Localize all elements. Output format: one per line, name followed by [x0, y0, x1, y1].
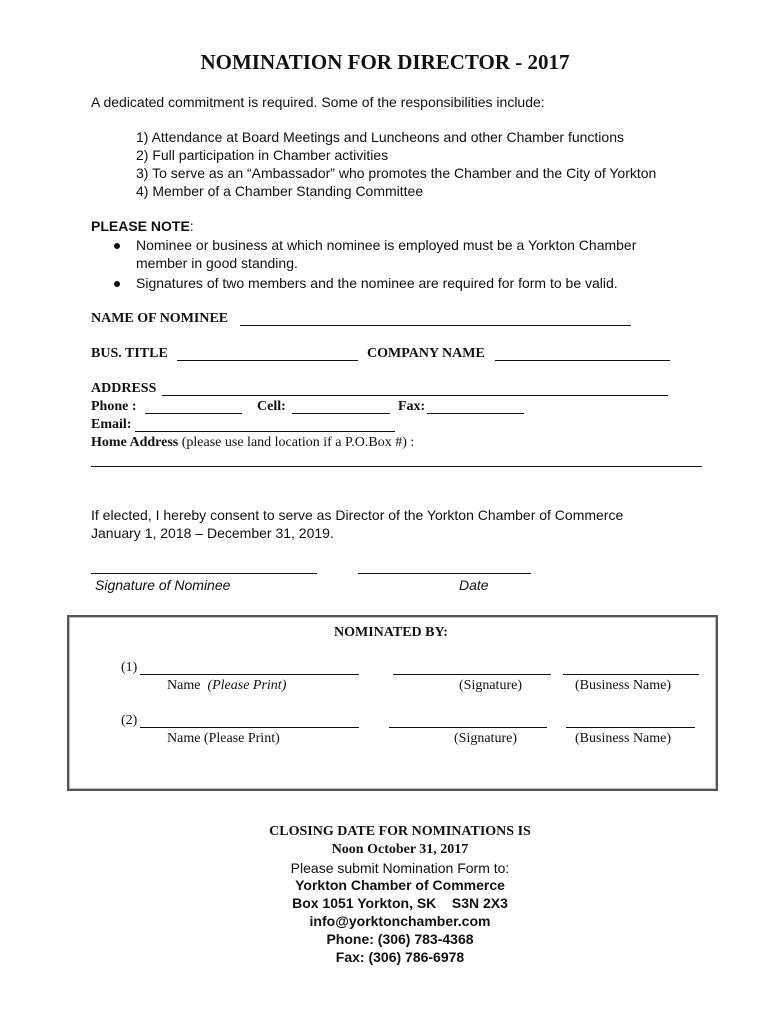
bullet-icon [114, 243, 120, 249]
please-note [91, 218, 194, 234]
nominator-2-business-label: (Business Name) [575, 731, 672, 746]
please-note-colon: : [189, 218, 194, 234]
nominated-by-heading: NOMINATED BY: [334, 625, 448, 640]
nominator-1-signature-field[interactable] [393, 674, 551, 675]
signature-of-nominee-label: Signature of Nominee [95, 577, 231, 593]
cell-label: Cell: [257, 399, 286, 414]
nominee-signature-field[interactable] [91, 573, 317, 574]
nominator-1-number: (1) [121, 660, 138, 675]
organization-name: Yorkton Chamber of Commerce [295, 877, 505, 893]
page-title: NOMINATION FOR DIRECTOR - 2017 [200, 50, 570, 74]
nominator-1-business-label: (Business Name) [575, 678, 672, 693]
closing-date-heading: CLOSING DATE FOR NOMINATIONS IS [269, 824, 531, 839]
nominator-1-name-field[interactable] [140, 674, 359, 675]
company-name-field[interactable] [495, 360, 670, 361]
signature-date-field[interactable] [358, 573, 531, 574]
nominator-2-name-field[interactable] [140, 727, 359, 728]
address-field[interactable] [162, 395, 668, 396]
organization-address: Box 1051 Yorkton, SK S3N 2X3 [292, 895, 508, 911]
responsibility-3: 3) To serve as an “Ambassador” who promotes the Chamber and the City of Yorkton [136, 165, 657, 181]
intro-text: A dedicated commitment is required. Some of the responsibilities include: [91, 94, 545, 110]
email-field[interactable] [135, 431, 395, 432]
responsibility-4: 4) Member of a Chamber Standing Committee [136, 183, 424, 199]
home-address-heading: Home Address [91, 435, 179, 450]
phone-label: Phone : [91, 399, 137, 414]
company-name-label: COMPANY NAME [367, 346, 485, 361]
cell-field[interactable] [292, 413, 390, 414]
bus-title-label: BUS. TITLE [91, 346, 168, 361]
name-of-nominee-field[interactable] [240, 325, 631, 326]
home-address-label [91, 435, 414, 451]
note-bullet-1: Nominee or business at which nominee is employed must be a Yorkton Chamber [136, 237, 637, 253]
note-bullet-2: Signatures of two members and the nominee are required for form to be valid. [136, 275, 618, 291]
name-label: Name [167, 678, 201, 693]
responsibility-2: 2) Full participation in Chamber activities [136, 147, 389, 163]
fax-field[interactable] [427, 413, 524, 414]
please-note-heading: PLEASE NOTE [91, 218, 190, 234]
note-bullet-1-cont: member in good standing. [136, 255, 298, 271]
name-of-nominee-label: NAME OF NOMINEE [91, 311, 229, 326]
date-label: Date [459, 577, 489, 593]
phone-field[interactable] [145, 413, 242, 414]
submit-instructions: Please submit Nomination Form to: [290, 860, 510, 876]
consent-line-1: If elected, I hereby consent to serve as Director of the Yorkton Chamber of Commerce [91, 507, 624, 523]
nominator-2-signature-field[interactable] [389, 727, 547, 728]
organization-email: info@yorktonchamber.com [309, 913, 491, 929]
nominator-1-name-label [167, 678, 286, 694]
address-label: ADDRESS [91, 381, 157, 396]
consent-line-2: January 1, 2018 – December 31, 2019. [91, 525, 334, 541]
bullet-icon [114, 281, 120, 287]
fax-label: Fax: [398, 399, 426, 414]
nominated-by-box [67, 615, 718, 791]
please-print-label: (Please Print) [207, 678, 287, 693]
nominator-2-name-label: Name (Please Print) [167, 731, 280, 746]
responsibility-1: 1) Attendance at Board Meetings and Luncheons and other Chamber functions [136, 129, 624, 145]
bus-title-field[interactable] [177, 360, 358, 361]
organization-phone: Phone: (306) 783-4368 [326, 931, 474, 947]
nominator-1-signature-label: (Signature) [459, 678, 522, 693]
email-label: Email: [91, 417, 132, 432]
nominator-2-signature-label: (Signature) [454, 731, 517, 746]
nominator-2-business-field[interactable] [566, 727, 695, 728]
nominator-1-business-field[interactable] [563, 674, 699, 675]
home-address-field[interactable] [91, 466, 702, 467]
closing-date: Noon October 31, 2017 [331, 842, 469, 857]
organization-fax: Fax: (306) 786-6978 [335, 949, 465, 965]
nominator-2-number: (2) [121, 713, 138, 728]
home-address-note: (please use land location if a P.O.Box #) : [178, 435, 415, 450]
